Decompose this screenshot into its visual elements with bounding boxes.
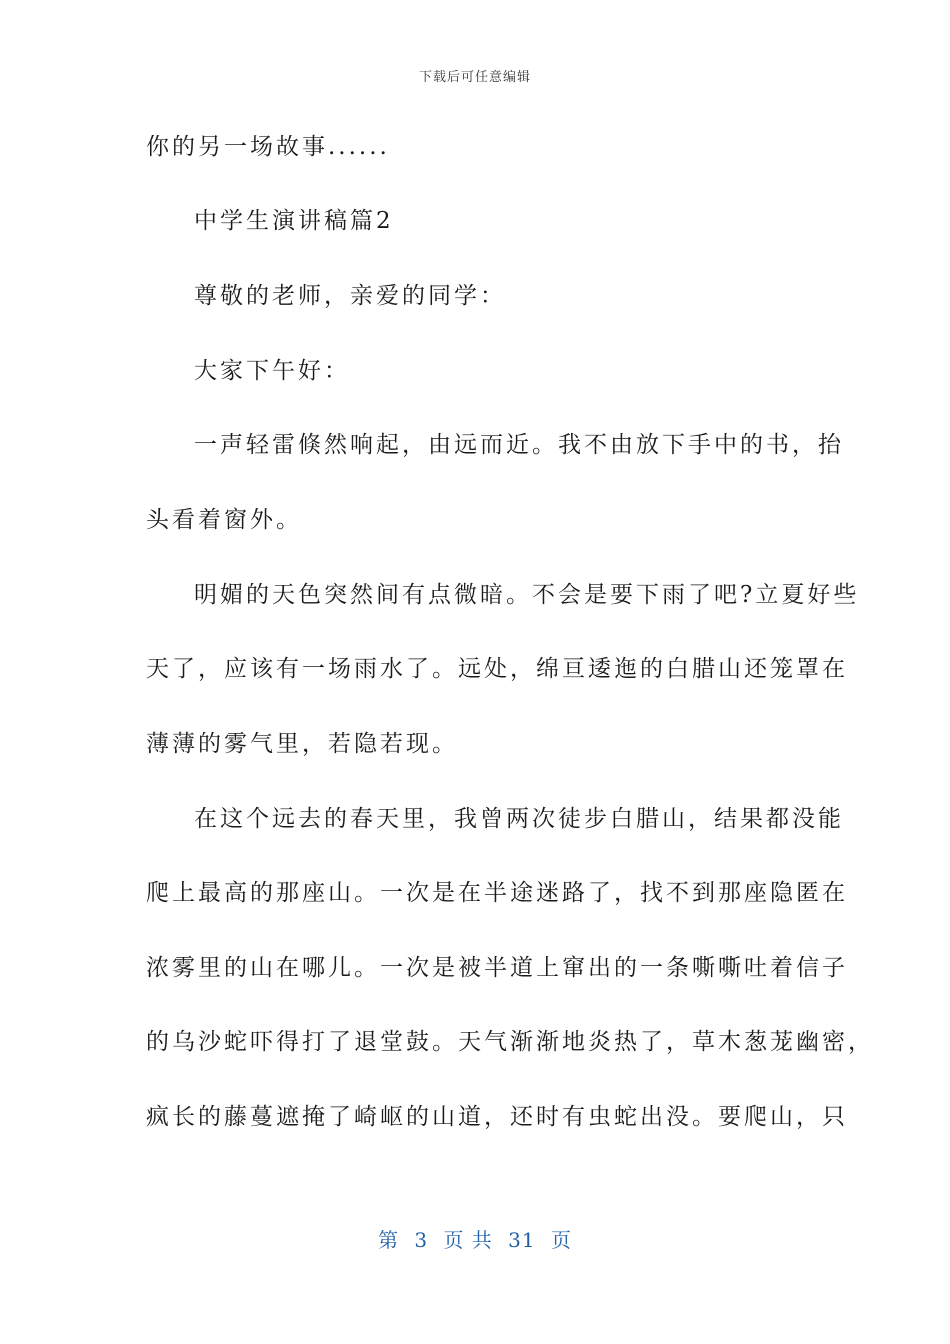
page-footer [0,1224,950,1253]
text-line-11: 爬上最高的那座山。一次是在半途迷路了，找不到那座隐匿在 [146,880,848,906]
text-line-12: 浓雾里的山在哪儿。一次是被半道上窜出的一条嘶嘶吐着信子 [146,955,848,981]
footer-middle: 页 共 [443,1228,493,1252]
text-line-7: 明媚的天色突然间有点微暗。不会是要下雨了吧?立夏好些 [194,582,860,608]
text-line-13: 的乌沙蛇吓得打了退堂鼓。天气渐渐地炎热了，草木葱茏幽密， [146,1029,874,1055]
text-line-6: 头看着窗外。 [146,507,302,533]
header-note: 下载后可任意编辑 [418,70,531,85]
footer-prefix: 第 [378,1228,399,1252]
text-line-5: 一声轻雷倏然响起，由远而近。我不由放下手中的书，抬 [194,432,844,458]
greeting: 大家下午好： [194,358,350,384]
total-pages: 31 [508,1228,536,1252]
text-line-14: 疯长的藤蔓遮掩了崎岖的山道，还时有虫蛇出没。要爬山，只 [146,1104,848,1130]
text-line-10: 在这个远去的春天里，我曾两次徒步白腊山，结果都没能 [194,806,844,832]
text-line-8: 天了，应该有一场雨水了。远处，绵亘逶迤的白腊山还笼罩在 [146,656,848,682]
salutation: 尊敬的老师，亲爱的同学： [194,283,506,309]
section-heading: 中学生演讲稿篇2 [194,208,394,234]
current-page-number: 3 [414,1228,429,1252]
text-line-1: 你的另一场故事...... [146,134,390,160]
text-line-9: 薄薄的雾气里，若隐若现。 [146,731,458,757]
footer-suffix: 页 [550,1228,572,1252]
